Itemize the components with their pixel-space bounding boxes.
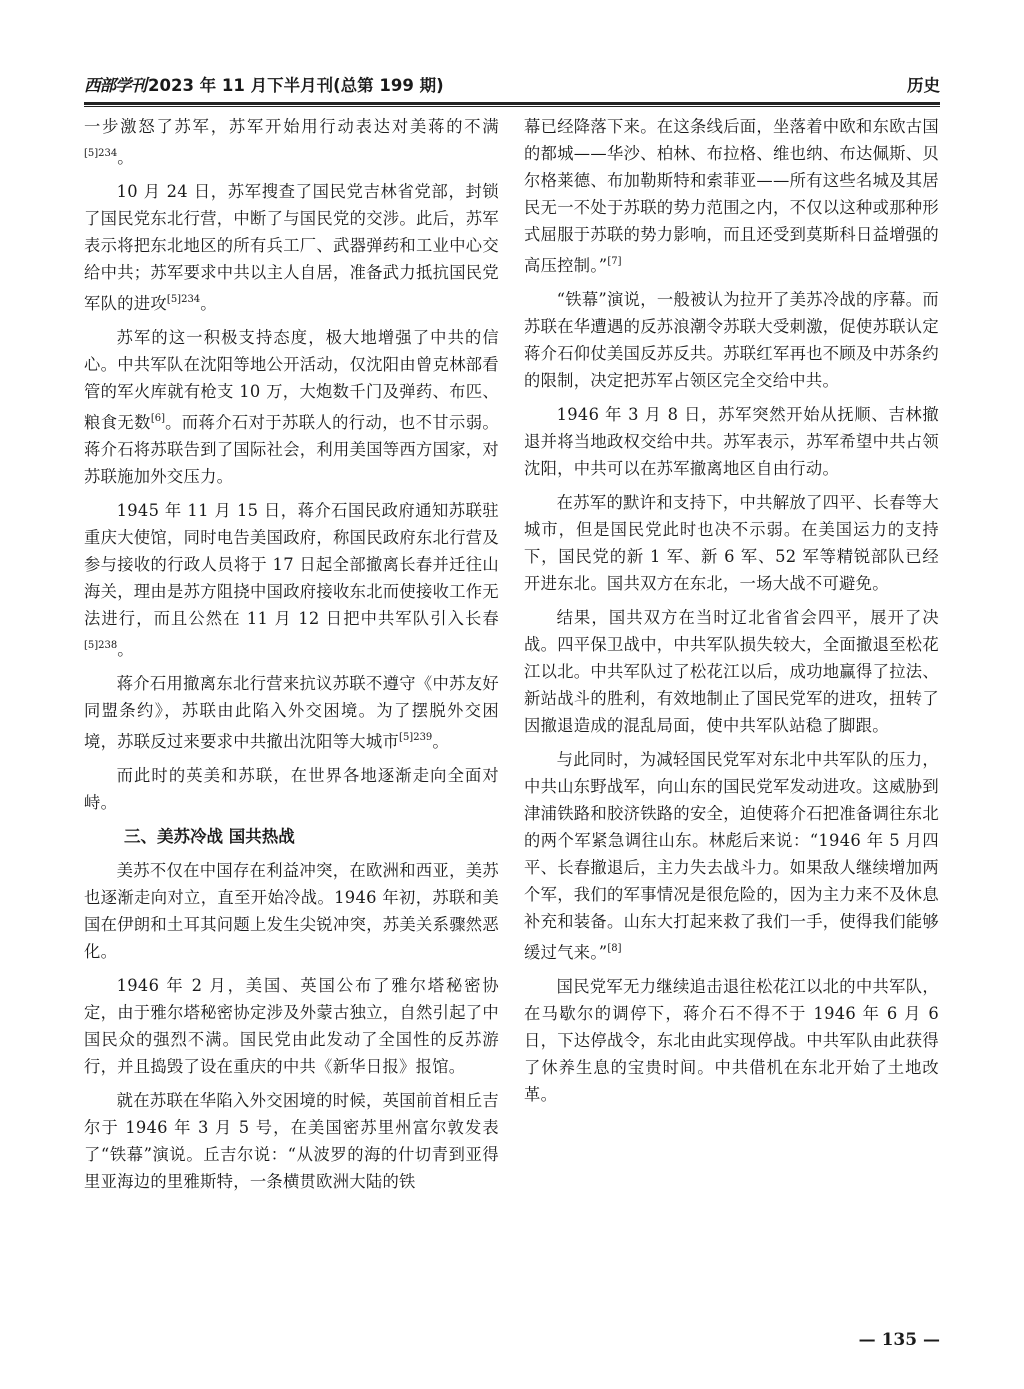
paragraph: 幕已经降落下来。在这条线后面，坐落着中欧和东欧古国的都城——华沙、柏林、布拉格、维也纳、布达佩斯、贝尔格莱德、布加勒斯特和索菲亚——所有这些名城及其居民无一不处于苏联的势力范围之内，不仅以这种或那种形式屈服于苏联的势力影响，而且还受到莫斯科日益增强的高压控制。”[7] xyxy=(524,117,939,275)
journal-issue: 2023 年 11 月下半月刊(总第 199 期) xyxy=(148,76,444,95)
paragraph: 国民党军无力继续追击退往松花江以北的中共军队，在马歇尔的调停下，蒋介石不得不于 1946 年 6 月 6 日，下达停战令，东北由此实现停战。中共军队由此获得了休养生息的宝贵时间。中共借机在东北开始了土地改革。 xyxy=(524,977,939,1104)
paragraph: 一步激怒了苏军，苏军开始用行动表达对美蒋的不满$^{[5]234}$。 xyxy=(84,117,499,167)
citation: [5]234 xyxy=(84,148,118,159)
paragraph: 而此时的英美和苏联，在世界各地逐渐走向全面对峙。 xyxy=(84,766,499,812)
citation: [6] xyxy=(150,413,165,424)
right-column xyxy=(524,113,939,1115)
page-number: — 135 — xyxy=(858,1330,940,1350)
citation: [8] xyxy=(607,943,622,954)
journal-logo: 西部学刊 xyxy=(84,76,146,95)
paragraph: 在苏军的默许和支持下，中共解放了四平、长春等大城市，但是国民党此时也决不示弱。在美国运力的支持下，国民党的新 1 军、新 6 军、52 军等精锐部队已经开进东北。国共双方在东北，一场大战不可避免。 xyxy=(524,493,939,593)
header-rule-thick xyxy=(84,102,940,105)
paragraph: “铁幕”演说，一般被认为拉开了美苏冷战的序幕。而苏联在华遭遇的反苏浪潮令苏联大受刺激，促使苏联认定蒋介石仰仗美国反苏反共。苏联红军再也不顾及中苏条约的限制，决定把苏军占领区完全交给中共。 xyxy=(524,290,939,390)
header-rule-thin xyxy=(84,106,940,107)
paragraph: 10 月 24 日，苏军搜查了国民党吉林省党部，封锁了国民党东北行营，中断了与国民党的交涉。此后，苏军表示将把东北地区的所有兵工厂、武器弹药和工业中心交给中共；苏军要求中共以主人自居，准备武力抵抗国民党军队的进攻$^{[5]234}$。 xyxy=(84,182,499,313)
section-label: 历史 xyxy=(907,76,940,95)
left-column xyxy=(84,113,499,1202)
paragraph: 与此同时，为减轻国民党军对东北中共军队的压力，中共山东野战军，向山东的国民党军发动进攻。这威胁到津浦铁路和胶济铁路的安全，迫使蒋介石把准备调往东北的两个军紧急调往山东。林彪后来说：“1946 年 5 月四平、长春撤退后，主力失去战斗力。如果敌人继续增加两个军，我们的军事情况是很危险的，因为主力来不及休息补充和装备。山东大打起来救了我们一手，使得我们能够缓过气来。”[8] xyxy=(524,750,939,962)
paragraph: 蒋介石用撤离东北行营来抗议苏联不遵守《中苏友好同盟条约》，苏联由此陷入外交困境。为了摆脱外交困境，苏联反过来要求中共撤出沈阳等大城市$^{[5]239}$。 xyxy=(84,674,499,751)
citation: [5]238 xyxy=(84,640,118,651)
paragraph: 美苏不仅在中国存在利益冲突，在欧洲和西亚，美苏也逐渐走向对立，直至开始冷战。1946 年初，苏联和美国在伊朗和土耳其问题上发生尖锐冲突，苏美关系骤然恶化。 xyxy=(84,861,499,961)
paragraph: 1946 年 2 月，美国、英国公布了雅尔塔秘密协定，由于雅尔塔秘密协定涉及外蒙古独立，自然引起了中国民众的强烈不满。国民党由此发动了全国性的反苏游行，并且捣毁了设在重庆的中共《新华日报》报馆。 xyxy=(84,976,499,1076)
running-header xyxy=(84,70,940,100)
section-heading: 三、美苏冷战 国共热战 xyxy=(124,827,295,846)
citation: [5]239 xyxy=(399,732,433,743)
citation: [5]234 xyxy=(166,294,201,305)
journal-title xyxy=(84,72,444,96)
paragraph: 结果，国共双方在当时辽北省省会四平，展开了决战。四平保卫战中，中共军队损失较大，全面撤退至松花江以北。中共军队过了松花江以后，成功地赢得了拉法、新站战斗的胜利，有效地制止了国民党军的进攻，扭转了因撤退造成的混乱局面，使中共军队站稳了脚跟。 xyxy=(524,608,939,735)
paragraph: 苏军的这一积极支持态度，极大地增强了中共的信心。中共军队在沈阳等地公开活动，仅沈阳由曾克林部看管的军火库就有枪支 10 万，大炮数千门及弹药、布匹、粮食无数[6]。而蒋介石对于苏联人的行动，也不甘示弱。蒋介石将苏联告到了国际社会，利用美国等西方国家，对苏联施加外交压力。 xyxy=(84,328,499,486)
paragraph: 1946 年 3 月 8 日，苏军突然开始从抚顺、吉林撤退并将当地政权交给中共。苏军表示，苏军希望中共占领沈阳，中共可以在苏军撤离地区自由行动。 xyxy=(524,405,939,478)
paragraph: 1945 年 11 月 15 日，蒋介石国民政府通知苏联驻重庆大使馆，同时电告美国政府，称国民政府东北行营及参与接收的行政人员将于 17 日起全部撤离长春并迁往山海关，理由是苏方阻挠中国政府接收东北而使接收工作无法进行，而且公然在 11 月 12 日把中共军队引入长春$^{[5]238}$。 xyxy=(84,501,499,659)
paragraph: 就在苏联在华陷入外交困境的时候，英国前首相丘吉尔于 1946 年 3 月 5 号，在美国密苏里州富尔敦发表了“铁幕”演说。丘吉尔说：“从波罗的海的什切青到亚得里亚海边的里雅斯特，一条横贯欧洲大陆的铁 xyxy=(84,1091,499,1191)
citation: [7] xyxy=(607,256,622,267)
